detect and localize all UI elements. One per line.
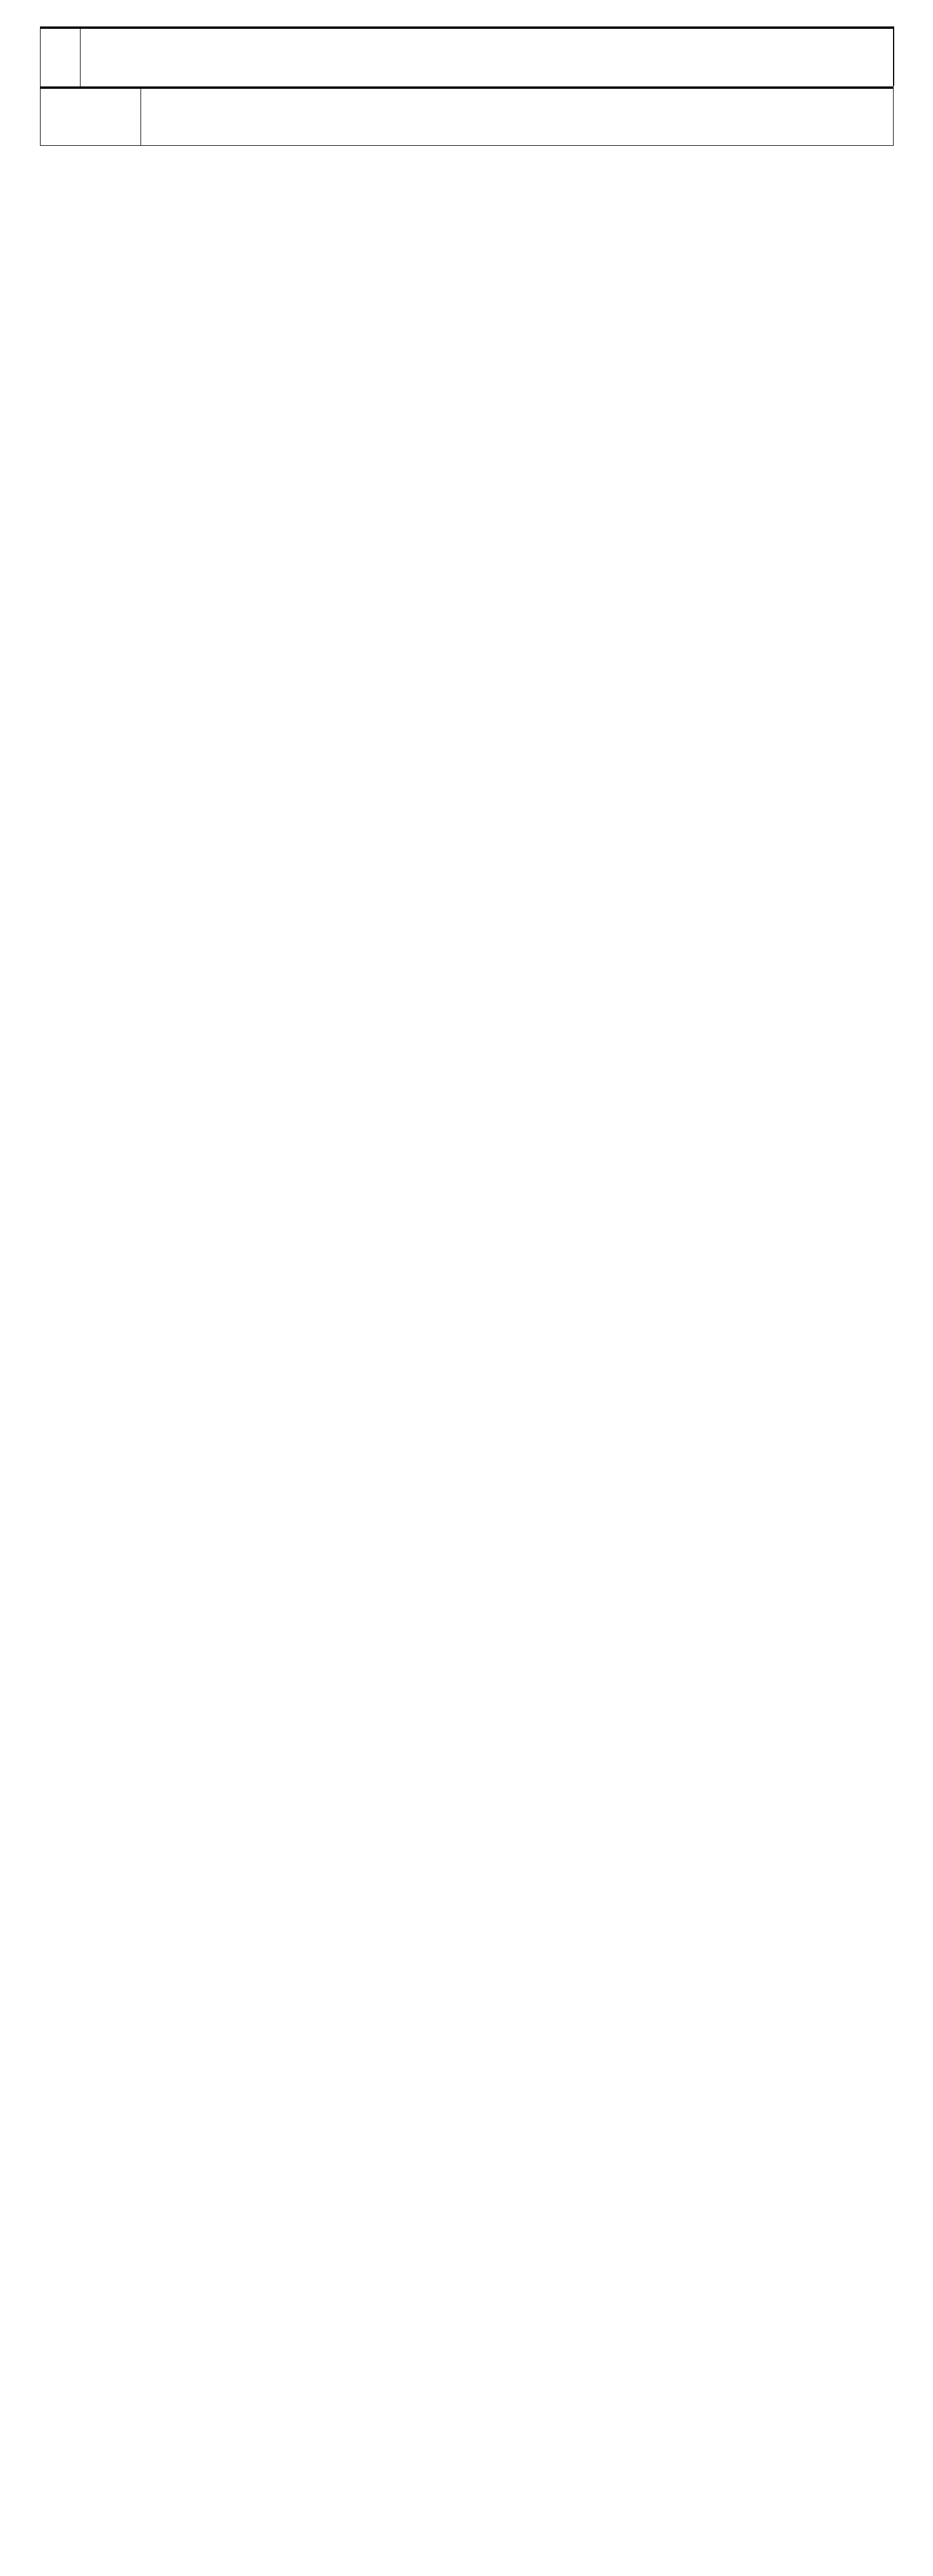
org-name-label (41, 29, 81, 86)
org-name-value (81, 29, 893, 86)
credit-code-value (141, 89, 893, 145)
row-org-name (40, 26, 894, 87)
credit-code-label (41, 89, 141, 145)
row-credit-code (40, 87, 894, 146)
org-grid (40, 26, 894, 146)
